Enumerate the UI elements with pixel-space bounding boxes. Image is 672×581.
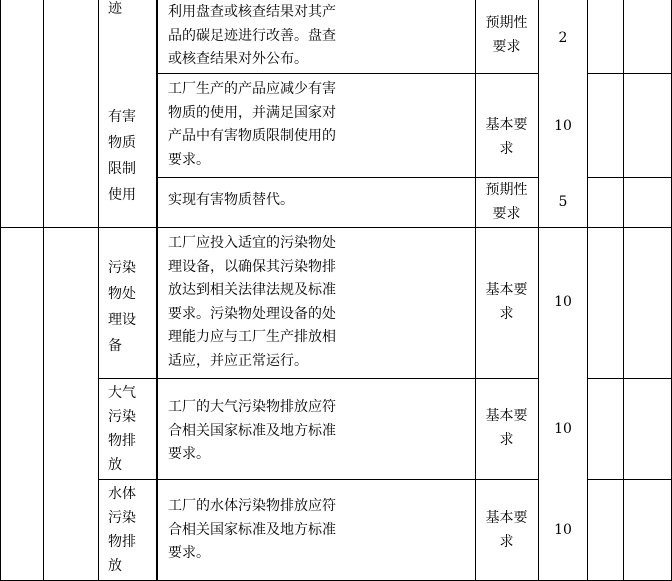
score-cell: 2 [558, 30, 568, 46]
score-cell: 10 [554, 522, 572, 538]
content-cell: 工厂应投入适宜的污染物处 理设备，以确保其污染物排 放达到相关法律法规及标准 要求。污染物处理设备的处 理能力应与工厂生产排放相 适应，并应正常运行。 [168, 235, 336, 369]
score-cell: 10 [554, 118, 572, 134]
row-divider [98, 479, 538, 480]
score-cell: 10 [554, 294, 572, 310]
column-divider [157, 0, 158, 581]
row-divider [157, 73, 538, 74]
content-cell: 工厂的大气污染物排放应符 合相关国家标准及地方标准 要求。 [168, 399, 336, 462]
subcategory-cell: 有害 物质 限制 使用 [108, 109, 136, 203]
subcategory-cell: 大气 污染 物排 放 [108, 385, 136, 473]
row-divider [0, 227, 672, 228]
table-border-left [0, 0, 1, 581]
requirement-type-cell: 基本要 求 [485, 282, 528, 322]
content-cell: 实现有害物质替代。 [168, 192, 294, 208]
column-divider [43, 0, 44, 581]
column-divider [98, 0, 99, 581]
row-divider [587, 479, 672, 480]
requirement-type-cell: 基本要 求 [485, 117, 528, 157]
score-cell: 5 [558, 194, 568, 210]
subcategory-cell: 迹 [108, 1, 122, 17]
row-divider [587, 177, 672, 178]
column-divider [623, 0, 624, 581]
content-cell: 工厂生产的产品应减少有害 物质的使用，并满足国家对 产品中有害物质限制使用的 要求。 [168, 81, 336, 168]
column-divider [587, 0, 588, 581]
row-divider [98, 378, 538, 379]
subcategory-cell: 水体 污染 物排 放 [108, 486, 136, 574]
row-divider [587, 73, 672, 74]
requirement-type-cell: 预期性 要求 [485, 15, 528, 55]
score-cell: 10 [554, 421, 572, 437]
content-cell: 利用盘查或核查结果对其产 品的碳足迹进行改善。盘查 或核查结果对外公布。 [168, 4, 336, 67]
requirement-type-cell: 基本要 求 [485, 408, 528, 448]
content-cell: 工厂的水体污染物排放应符 合相关国家标准及地方标准 要求。 [168, 498, 336, 561]
row-divider [157, 177, 538, 178]
requirement-type-cell: 预期性 要求 [485, 182, 528, 222]
row-divider [587, 378, 672, 379]
requirement-type-cell: 基本要 求 [485, 510, 528, 550]
column-divider [538, 0, 539, 581]
subcategory-cell: 污染 物处 理设 备 [108, 260, 136, 354]
